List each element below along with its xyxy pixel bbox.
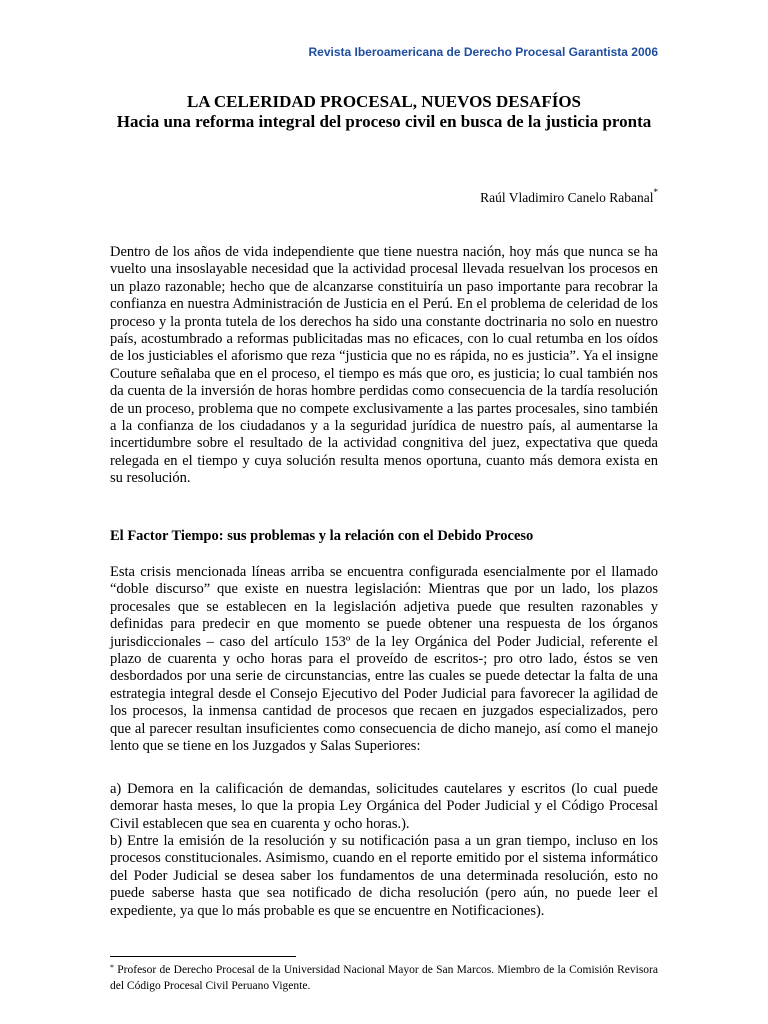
footnote-mark: * bbox=[110, 963, 114, 972]
body-paragraph-1: Dentro de los años de vida independiente que tiene nuestra nación, hoy más que nunca se ha vuelto una insoslayable necesidad que la actividad procesal llevada resuelvan los procesos en un plazo razonable; hecho que de alcanzarse constituiría un paso importante para recobrar la confianza en nuestra Administración de Justicia en el Perú. En el problema de celeridad de los proceso y la pronta tutela de los derechos ha sido una constante doctrinaria no solo en nuestro país, acostumbrado a reformas publicitadas mas no eficaces, con lo cual retumba en los oídos de los justiciables el aforismo que reza “justicia que no es rápida, no es justicia”. Ya el insigne Couture señalaba que en el proceso, el tiempo es más que oro, es justicia; lo cual también nos da cuenta de la inversión de horas hombre perdidas como consecuencia de la tardía resolución de un proceso, problema que no compete exclusivamente a las partes procesales, sino también a la confianza de los ciudadanos y a la seguridad jurídica de nuestro país, al aumentarse la incertidumbre sobre el resultado de la actividad congnitiva del juez, expectativa que queda relegada en el tiempo y cuya solución resulta menos oportuna, cuanto más demora exista en su resolución. bbox=[110, 244, 658, 487]
page-subtitle: Hacia una reforma integral del proceso civil en busca de la justicia pronta bbox=[116, 112, 652, 131]
footnote-divider bbox=[110, 956, 296, 957]
body-paragraph-2: Esta crisis mencionada líneas arriba se encuentra configurada esencialmente por el llamado “doble discurso” que existe en nuestra legislación: Mientras que por un lado, los plazos procesales que se establecen en la legislación adjetiva puede que resulten razonables y definidas para predecir en que momento se puede obtener una respuesta de los órganos jurisdiccionales – caso del artículo 153º de la ley Orgánica del Poder Judicial, referente el plazo de cuarenta y ocho horas para el proveído de escritos-; pro otro lado, éstos se ven desbordados por una serie de circunstancias, entre las cuales se puede detectar la falta de una estrategia integral desde el Consejo Ejecutivo del Poder Judicial para favorecer la agilidad de los procesos, la inmensa cantidad de procesos que recaen en juzgados especializados, pero que al parecer resultan insuficientes como consecuencia de dicho manejo, así como el manejo lento que se tiene en los Juzgados y Salas Superiores: bbox=[110, 564, 658, 755]
footnote bbox=[110, 962, 658, 994]
author-footnote-mark: * bbox=[653, 187, 658, 197]
author-line bbox=[480, 187, 658, 206]
journal-header: Revista Iberoamericana de Derecho Procesal Garantista 2006 bbox=[308, 45, 658, 59]
section-heading: El Factor Tiempo: sus problemas y la relación con el Debido Proceso bbox=[110, 528, 534, 544]
footnote-text: Profesor de Derecho Procesal de la Universidad Nacional Mayor de San Marcos. Miembro de la Comisión Revisora del Código Procesal Civil Peruano Vigente. bbox=[110, 964, 658, 992]
page-title: LA CELERIDAD PROCESAL, NUEVOS DESAFÍOS bbox=[186, 92, 582, 111]
list-item-b: b) Entre la emisión de la resolución y su notificación pasa a un gran tiempo, incluso en los procesos constitucionales. Asimismo, cuando en el reporte emitido por el sistema informático del Poder Judicial se desea saber los fundamentos de una determinada resolución, esto no puede saberse hasta que sea notificado de dicha resolución (pero aún, no puede leer el expediente, ya que lo más probable es que se encuentre en Notificaciones). bbox=[110, 833, 658, 919]
list-item-a: a) Demora en la calificación de demandas, solicitudes cautelares y escritos (lo cual puede demorar hasta meses, lo que la propia Ley Orgánica del Poder Judicial y el Código Procesal Civil establecen que sea en cuarenta y ocho horas.). bbox=[110, 781, 658, 832]
author-name: Raúl Vladimiro Canelo Rabanal bbox=[480, 190, 654, 205]
title-block bbox=[110, 92, 658, 132]
